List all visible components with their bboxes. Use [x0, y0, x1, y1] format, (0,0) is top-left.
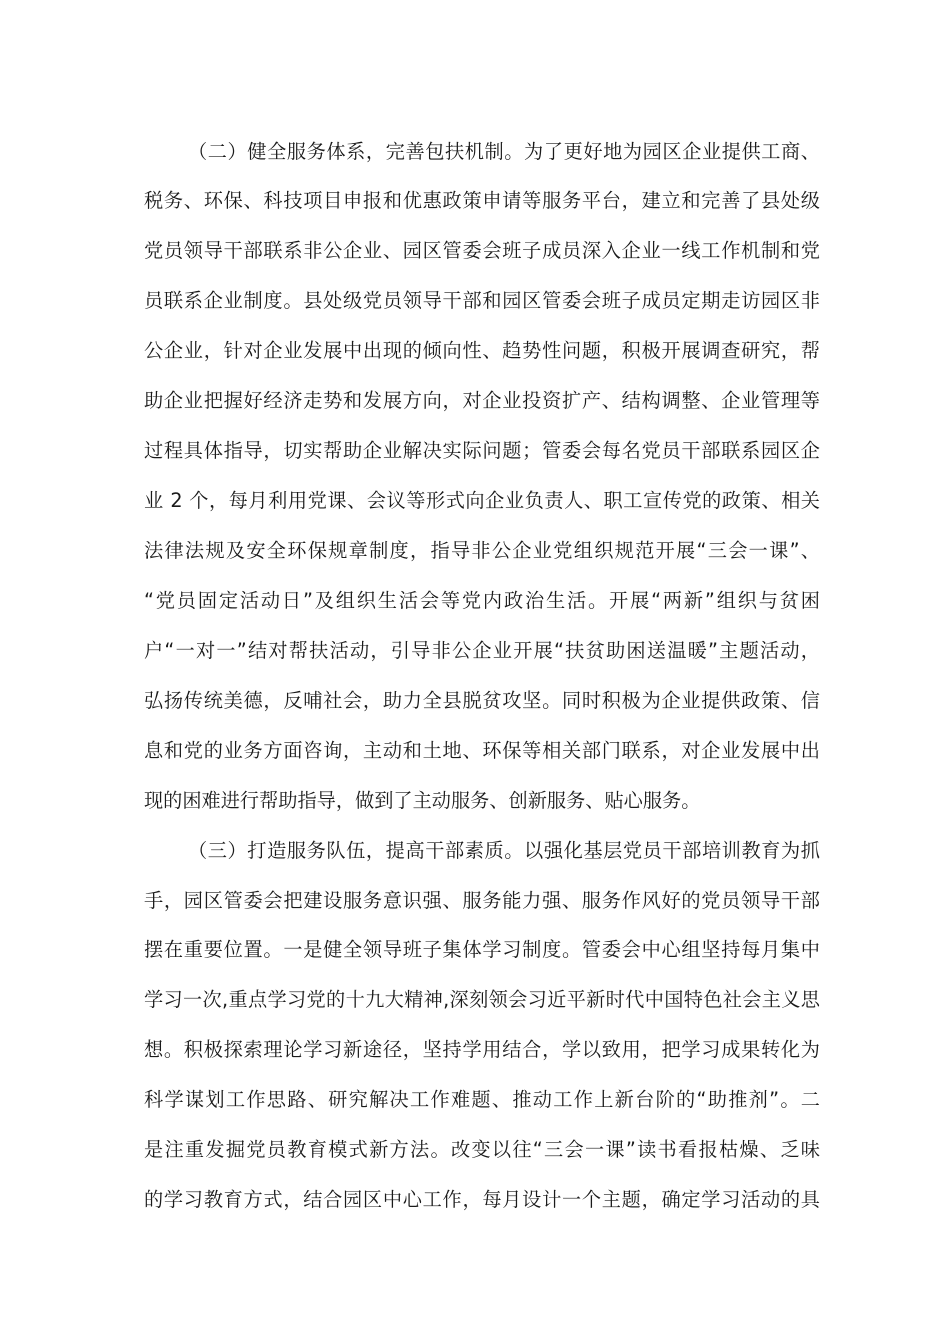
text-line: （三）打造服务队伍，提高干部素质。以强化基层党员干部培训教育为抓	[188, 839, 820, 862]
text-line: 学习一次,重点学习党的十九大精神,深刻领会习近平新时代中国特色社会主义思	[144, 988, 820, 1011]
text-line: 户“一对一”结对帮扶活动，引导非公企业开展“扶贫助困送温暖”主题活动，	[144, 639, 820, 662]
text-line: 是注重发掘党员教育模式新方法。改变以往“三会一课”读书看报枯燥、乏味	[144, 1138, 820, 1161]
text-line: 党员领导干部联系非公企业、园区管委会班子成员深入企业一线工作机制和党	[144, 239, 820, 262]
text-line: 公企业，针对企业发展中出现的倾向性、趋势性问题，积极开展调查研究，帮	[144, 339, 820, 362]
text-line: （二）健全服务体系，完善包扶机制。为了更好地为园区企业提供工商、	[188, 140, 820, 163]
text-line: 想。积极探索理论学习新途径，坚持学用结合，学以致用，把学习成果转化为	[144, 1038, 820, 1061]
text-line: 助企业把握好经济走势和发展方向，对企业投资扩产、结构调整、企业管理等	[144, 389, 820, 412]
text-line: 息和党的业务方面咨询，主动和土地、环保等相关部门联系，对企业发展中出	[144, 739, 820, 762]
text-line: 税务、环保、科技项目申报和优惠政策申请等服务平台，建立和完善了县处级	[144, 189, 820, 212]
text-line: 摆在重要位置。一是健全领导班子集体学习制度。管委会中心组坚持每月集中	[144, 938, 820, 961]
text-line: 科学谋划工作思路、研究解决工作难题、推动工作上新台阶的“助推剂”。二	[144, 1088, 820, 1111]
text-line: 员联系企业制度。县处级党员领导干部和园区管委会班子成员定期走访园区非	[144, 289, 820, 312]
text-line: 弘扬传统美德，反哺社会，助力全县脱贫攻坚。同时积极为企业提供政策、信	[144, 689, 820, 712]
text-line: 的学习教育方式，结合园区中心工作，每月设计一个主题，确定学习活动的具	[144, 1188, 820, 1211]
text-line: 现的困难进行帮助指导，做到了主动服务、创新服务、贴心服务。	[144, 789, 701, 812]
text-line: “党员固定活动日”及组织生活会等党内政治生活。开展“两新”组织与贫困	[144, 589, 820, 612]
text-line: 手，园区管委会把建设服务意识强、服务能力强、服务作风好的党员领导干部	[144, 889, 820, 912]
text-line: 过程具体指导，切实帮助企业解决实际问题；管委会每名党员干部联系园区企	[144, 439, 820, 462]
text-line: 业 2 个，每月利用党课、会议等形式向企业负责人、职工宣传党的政策、相关	[144, 489, 820, 512]
text-line: 法律法规及安全环保规章制度，指导非公企业党组织规范开展“三会一课”、	[144, 539, 820, 562]
